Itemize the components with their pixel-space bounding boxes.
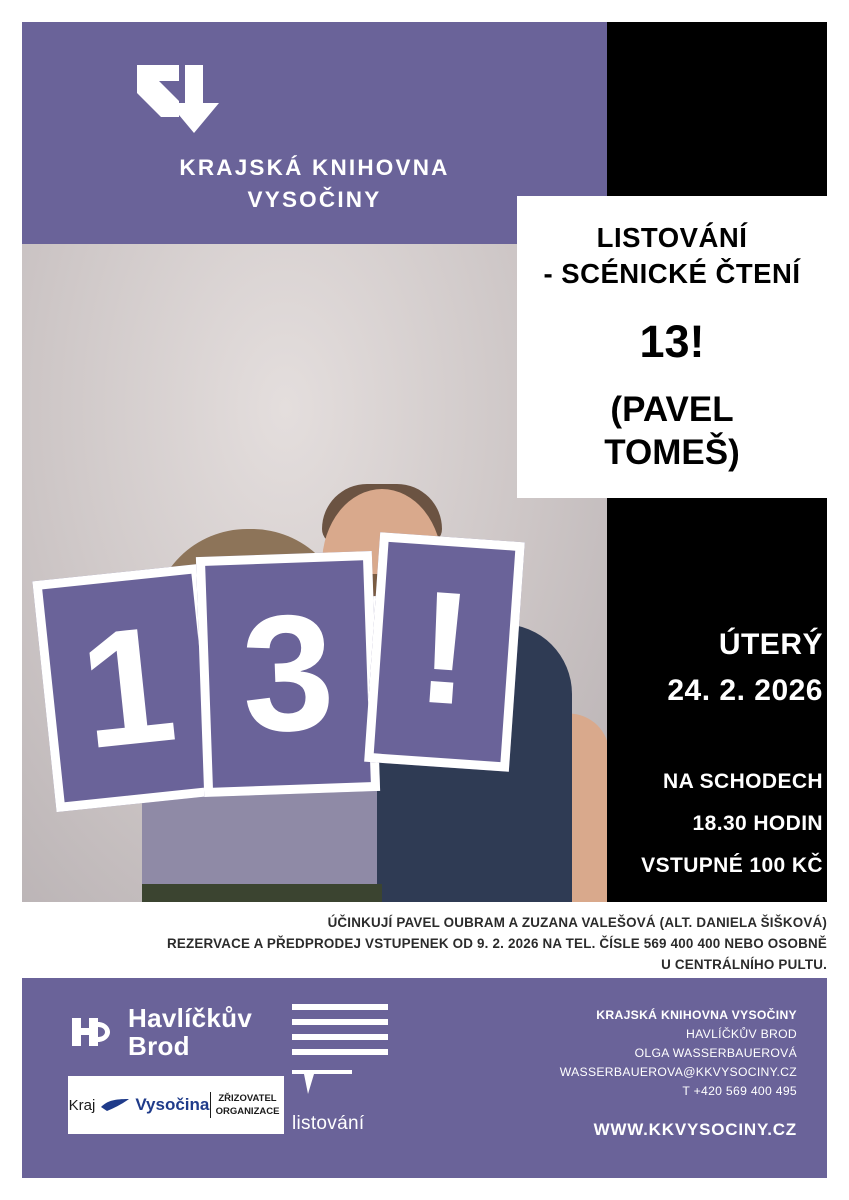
- photo-card-1-label: 1: [72, 590, 184, 784]
- photo-card-3-label: !: [411, 556, 478, 739]
- contact-phone: T +420 569 400 495: [682, 1084, 797, 1098]
- region-logo-box: [68, 1076, 284, 1134]
- city-name-line-1: Havlíčkův: [128, 1003, 253, 1033]
- event-note-line-3: U CENTRÁLNÍHO PULTU.: [661, 957, 827, 972]
- contact-org: KRAJSKÁ KNIHOVNA VYSOČINY: [596, 1008, 797, 1022]
- contact-block: [467, 1006, 797, 1101]
- title-author-line-1: (PAVEL: [610, 390, 734, 429]
- listovani-speech-bubble-logo-icon: [292, 1004, 388, 1101]
- contact-city: HAVLÍČKŮV BROD: [686, 1027, 797, 1041]
- website-link[interactable]: WWW.KKVYSOCINY.CZ: [593, 1120, 797, 1139]
- city-logo: [68, 1004, 252, 1060]
- vysocina-bird-icon: [100, 1098, 130, 1112]
- region-name-main: Vysočina: [135, 1095, 210, 1114]
- krajska-knihovna-arrow-logo-icon: [127, 57, 237, 137]
- havlickuv-brod-coat-logo-icon: [68, 1008, 116, 1056]
- event-place: NA SCHODECH: [663, 770, 823, 793]
- event-day: ÚTERÝ: [718, 628, 823, 661]
- event-details-block: [633, 770, 823, 878]
- region-name-prefix: Kraj: [68, 1096, 96, 1114]
- photo-card-2: [196, 551, 380, 797]
- library-name-line2: VYSOČINY: [247, 187, 382, 212]
- event-price: VSTUPNÉ 100 KČ: [641, 854, 823, 877]
- city-name-line-2: Brod: [128, 1031, 190, 1061]
- region-logo: [68, 1095, 210, 1115]
- title-line-2: - SCÉNICKÉ ČTENÍ: [543, 258, 801, 289]
- region-role: [210, 1092, 284, 1118]
- photo-card-3: [364, 532, 525, 772]
- listovani-word: listování: [292, 1113, 365, 1134]
- title-author-line-2: TOMEŠ): [604, 433, 740, 472]
- library-name-line1: KRAJSKÁ KNIHOVNA: [179, 155, 450, 180]
- event-note-line-2: REZERVACE A PŘEDPRODEJ VSTUPENEK OD 9. 2. 2026 NA TEL. ČÍSLE 569 400 400 NEBO OSOBNĚ: [167, 936, 827, 951]
- event-note-line-1: ÚČINKUJÍ PAVEL OUBRAM A ZUZANA VALEŠOVÁ (ALT. DANIELA ŠIŠKOVÁ): [327, 915, 827, 930]
- region-role-line-2: ORGANIZACE: [215, 1106, 280, 1117]
- event-date: 24. 2. 2026: [667, 674, 823, 707]
- title-box: [517, 196, 827, 498]
- photo-card-1: [32, 564, 223, 812]
- contact-person: OLGA WASSERBAUEROVÁ: [634, 1046, 797, 1060]
- event-date-block: [633, 628, 823, 708]
- footer-band: [22, 978, 827, 1178]
- title-line-1: LISTOVÁNÍ: [596, 222, 748, 253]
- contact-email[interactable]: WASSERBAUEROVA@KKVYSOCINY.CZ: [559, 1065, 797, 1079]
- title-number: 13!: [639, 316, 705, 367]
- region-role-line-1: ZŘIZOVATEL: [218, 1093, 277, 1104]
- photo-card-2-label: 3: [238, 579, 338, 767]
- city-name: [128, 1004, 252, 1060]
- listovani-logo: [292, 1004, 397, 1135]
- event-note: [22, 912, 827, 975]
- event-time: 18.30 HODIN: [692, 812, 823, 835]
